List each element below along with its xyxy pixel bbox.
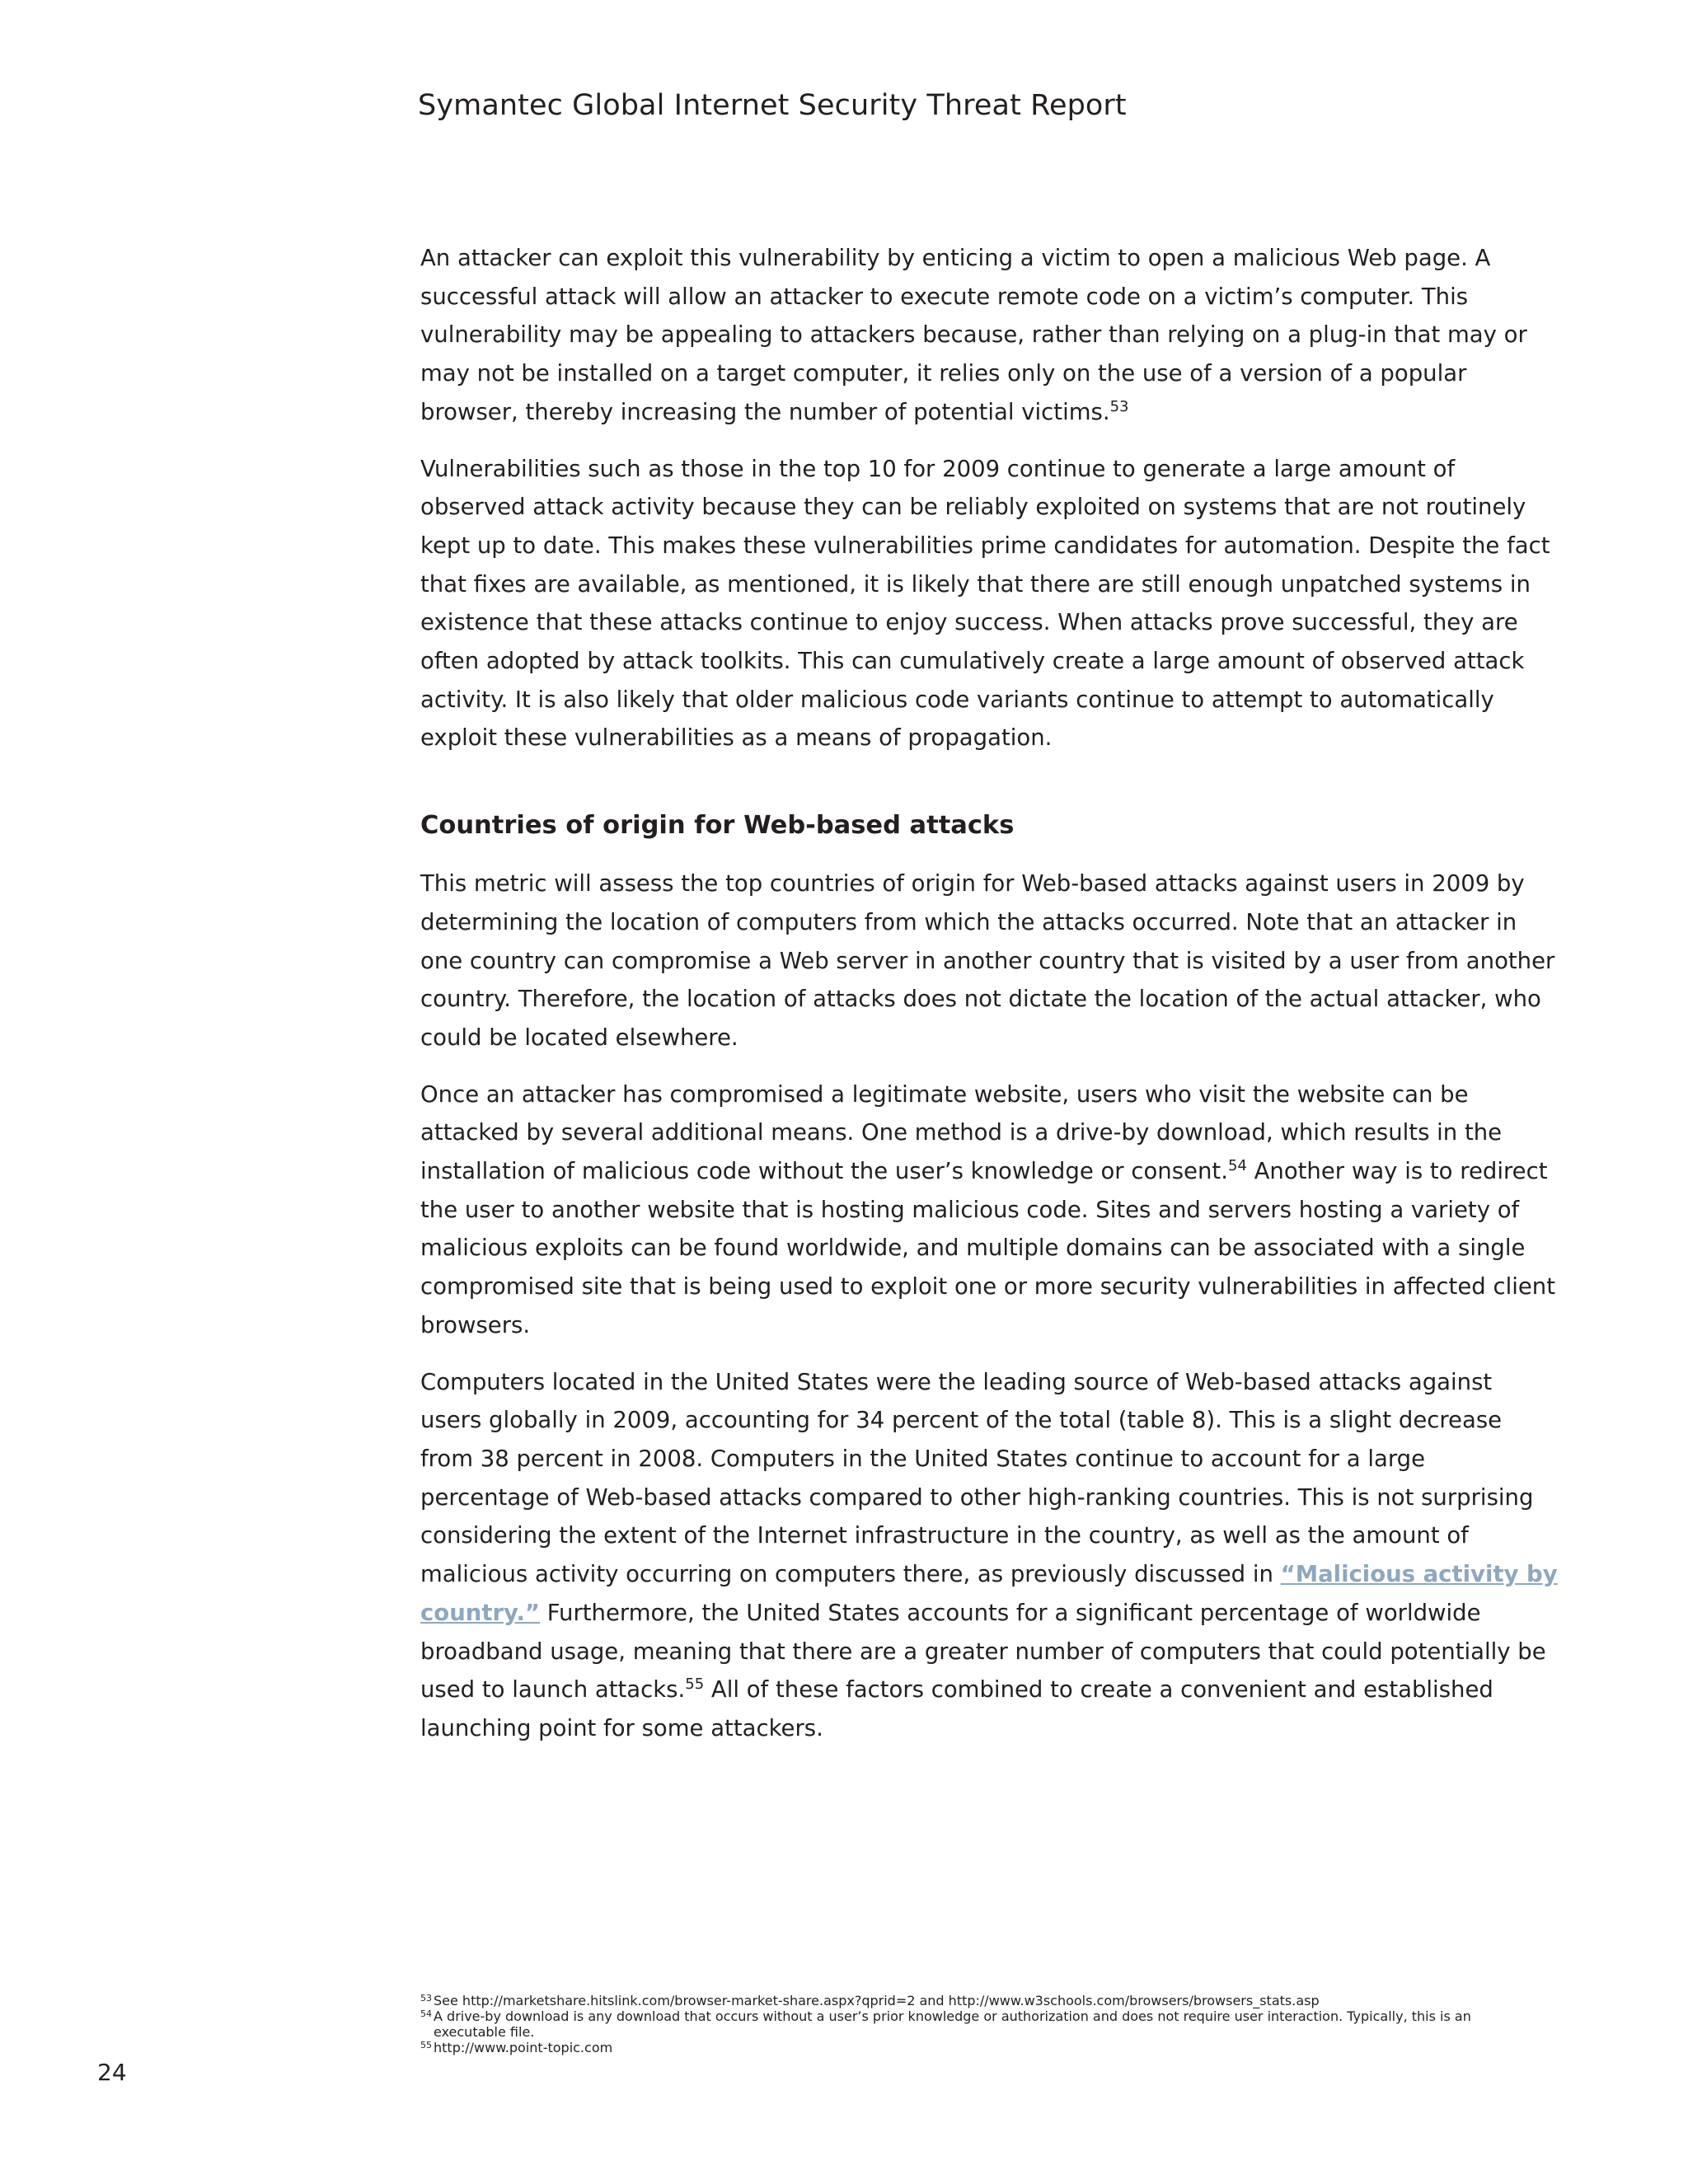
paragraph-5 (420, 1363, 1558, 1748)
footnote-54 (420, 2008, 1525, 2040)
footnote-text: See http://marketshare.hitslink.com/browser-market-share.aspx?qprid=2 and http://www.w3schools.com/browsers/browsers_stats.asp (434, 1993, 1320, 2008)
footnote-ref-53[interactable]: 53 (1109, 397, 1129, 415)
footnotes (420, 1993, 1525, 2055)
paragraph-4 (420, 1076, 1558, 1345)
paragraph-1 (420, 239, 1558, 432)
paragraph-4-text-a: Once an attacker has compromised a legitimate website, users who visit the website can be attacked by several additional means. One method is a drive-by download, which results in the installation of malicious code without the user’s knowledge or consent. (420, 1080, 1503, 1185)
footnote-53 (420, 1993, 1525, 2008)
footnote-number: 55 (420, 2040, 432, 2050)
footnote-55 (420, 2040, 1525, 2055)
paragraph-4-text-b: Another way is to redirect the user to another website that is hosting malicious code. Sites and servers hosting a variety of malicious exploits can be found worldwide, and multiple domains can be associated with a single compromised site that is being used to exploit one or more security vulnerabilities in affected client browsers. (420, 1158, 1555, 1338)
paragraph-5-text-a: Computers located in the United States were the leading source of Web-based attacks against users globally in 2009, accounting for 34 percent of the total (table 8). This is a slight decrease from 38 percent in 2008. Computers in the United States continue to account for a large percentage of Web-based attacks compared to other high-ranking countries. This is not surprising considering the extent of the Internet infrastructure in the country, as well as the amount of malicious activity occurring on computers there, as previously discussed in (420, 1368, 1534, 1588)
paragraph-2: Vulnerabilities such as those in the top 10 for 2009 continue to generate a large amount of observed attack activity because they can be reliably exploited on systems that are not routinely kept up to date. This makes these vulnerabilities prime candidates for automation. Despite the fact that fixes are available, as mentioned, it is likely that there are still enough unpatched systems in existence that these attacks continue to enjoy success. When attacks prove successful, they are often adopted by attack toolkits. This can cumulatively create a large amount of observed attack activity. It is also likely that older malicious code variants continue to attempt to automatically exploit these vulnerabilities as a means of propagation. (420, 455, 1550, 752)
footnote-ref-54[interactable]: 54 (1227, 1157, 1247, 1175)
main-content (420, 239, 1558, 1766)
malicious-activity-link[interactable]: “Malicious activity by country.” (420, 1561, 1558, 1626)
page-number: 24 (97, 2059, 127, 2086)
paragraph-5-text-c: All of these factors combined to create a convenient and established launching point for some attackers. (420, 1676, 1493, 1741)
paragraph-3: This metric will assess the top countries of origin for Web-based attacks against users in 2009 by determining the location of computers from which the attacks occurred. Note that an attacker in one country can compromise a Web server in another country that is visited by a user from another country. Therefore, the location of attacks does not dictate the location of the actual attacker, who could be located elsewhere. (420, 870, 1555, 1051)
section-heading: Countries of origin for Web-based attacks (420, 811, 1015, 841)
paragraph-5-text-b: Furthermore, the United States accounts for a significant percentage of worldwide broadband usage, meaning that there are a greater number of computers that could potentially be used to launch attacks. (420, 1599, 1546, 1704)
footnote-ref-55[interactable]: 55 (685, 1675, 705, 1694)
paragraph-1-text: An attacker can exploit this vulnerability by enticing a victim to open a malicious Web page. A successful attack will allow an attacker to execute remote code on a victim’s computer. This vulnerability may be appealing to attackers because, rather than relying on a plug-in that may or may not be installed on a target computer, it relies only on the use of a version of a popular browser, thereby increasing the number of potential victims. (420, 245, 1527, 425)
footnote-number: 54 (420, 2008, 432, 2019)
footnote-number: 53 (420, 1993, 432, 2004)
footnote-text: http://www.point-topic.com (434, 2040, 613, 2055)
footnote-text: A drive-by download is any download that occurs without a user’s prior knowledge or authorization and does not require user interaction. Typically, this is an executable file. (434, 2008, 1471, 2040)
report-title: Symantec Global Internet Security Threat Report (418, 89, 1127, 122)
